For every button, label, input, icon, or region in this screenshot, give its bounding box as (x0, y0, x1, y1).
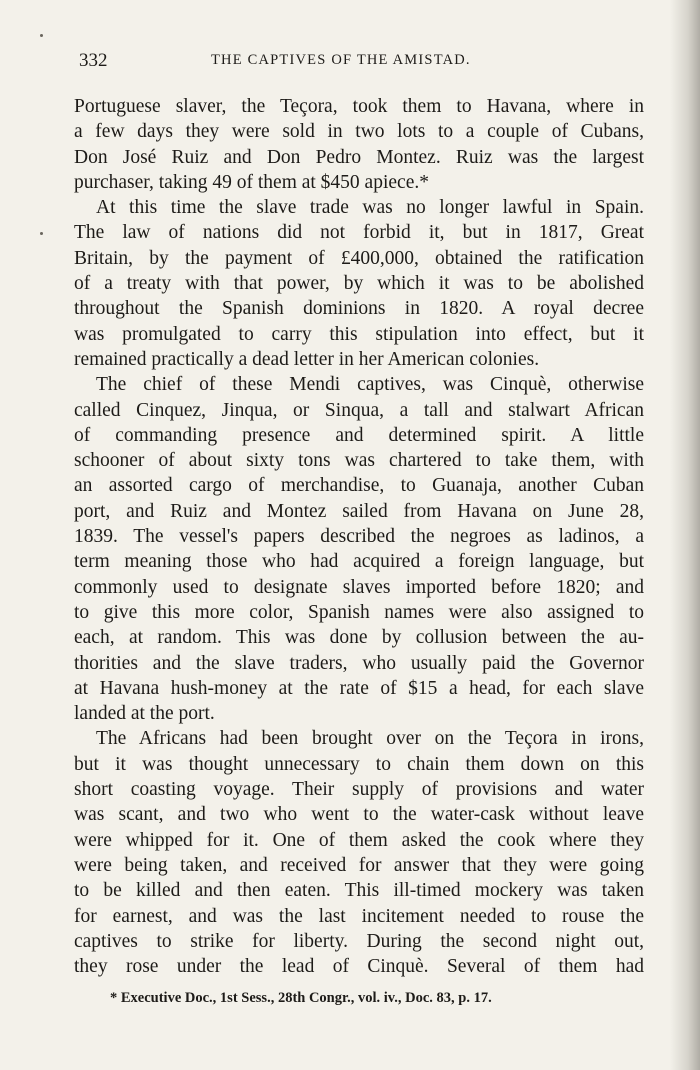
text-line: was scant, and two who went to the water-cask without leave (74, 804, 644, 826)
text-line: each, at random. This was done by collusion between the au- (74, 627, 644, 649)
paragraph (74, 94, 644, 195)
text-line: remained practically a dead letter in her American colonies. (74, 348, 540, 370)
running-head: THE CAPTIVES OF THE AMISTAD. (211, 52, 471, 68)
text-line: The chief of these Mendi captives, was Cinquè, otherwise (96, 374, 644, 396)
text-line: At this time the slave trade was no longer lawful in Spain. (96, 197, 644, 219)
margin-speck (40, 232, 43, 235)
text-line: at Havana hush-money at the rate of $15 a head, for each slave (74, 677, 644, 699)
body-text (74, 94, 644, 979)
text-line: they rose under the lead of Cinquè. Several of them had (74, 956, 644, 978)
text-line: called Cinquez, Jinqua, or Sinqua, a tall and stalwart African (74, 399, 644, 421)
text-line: of a treaty with that power, by which it was to be abolished (74, 273, 644, 295)
text-line: purchaser, taking 49 of them at $450 apiece.* (74, 171, 429, 193)
page-edge-shadow (670, 0, 700, 1070)
text-line: landed at the port. (74, 703, 215, 725)
text-line: port, and Ruiz and Montez sailed from Havana on June 28, (74, 500, 644, 522)
text-line: an assorted cargo of merchandise, to Guanaja, another Cuban (74, 475, 644, 497)
paragraph (74, 726, 644, 979)
text-line: The law of nations did not forbid it, but in 1817, Great (74, 222, 644, 244)
text-line: captives to strike for liberty. During the second night out, (74, 930, 644, 952)
text-line: Portuguese slaver, the Teçora, took them to Havana, where in (74, 96, 644, 117)
text-line: Don José Ruiz and Don Pedro Montez. Ruiz was the largest (74, 146, 644, 168)
text-line: The Africans had been brought over on the Teçora in irons, (96, 728, 644, 750)
text-line: was promulgated to carry this stipulation into effect, but it (74, 323, 644, 345)
footnote: * Executive Doc., 1st Sess., 28th Congr., vol. iv., Doc. 83, p. 17. (110, 990, 492, 1006)
text-line: were being taken, and received for answer that they were going (74, 854, 644, 876)
text-line: short coasting voyage. Their supply of provisions and water (74, 779, 644, 801)
text-line: to give this more color, Spanish names were also assigned to (74, 601, 644, 623)
text-line: of commanding presence and determined spirit. A little (74, 424, 644, 446)
paragraph (74, 195, 644, 372)
text-line: a few days they were sold in two lots to a couple of Cubans, (74, 121, 644, 143)
margin-speck (40, 34, 43, 37)
text-line: throughout the Spanish dominions in 1820. A royal decree (74, 298, 644, 320)
text-line: schooner of about sixty tons was chartered to take them, with (74, 450, 644, 472)
text-line: term meaning those who had acquired a foreign language, but (74, 551, 644, 573)
text-line: Britain, by the payment of £400,000, obtained the ratification (74, 247, 644, 269)
text-line: for earnest, and was the last incitement needed to rouse the (74, 905, 644, 927)
page-number: 332 (79, 50, 108, 71)
text-line: but it was thought unnecessary to chain them down on this (74, 753, 644, 775)
text-line: thorities and the slave traders, who usually paid the Governor (74, 652, 644, 674)
text-line: 1839. The vessel's papers described the negroes as ladinos, a (74, 526, 644, 548)
page-header (79, 50, 643, 74)
text-line: were whipped for it. One of them asked the cook where they (74, 829, 644, 851)
paragraph (74, 372, 644, 726)
text-line: commonly used to designate slaves imported before 1820; and (74, 576, 644, 598)
text-line: to be killed and then eaten. This ill-timed mockery was taken (74, 880, 644, 902)
